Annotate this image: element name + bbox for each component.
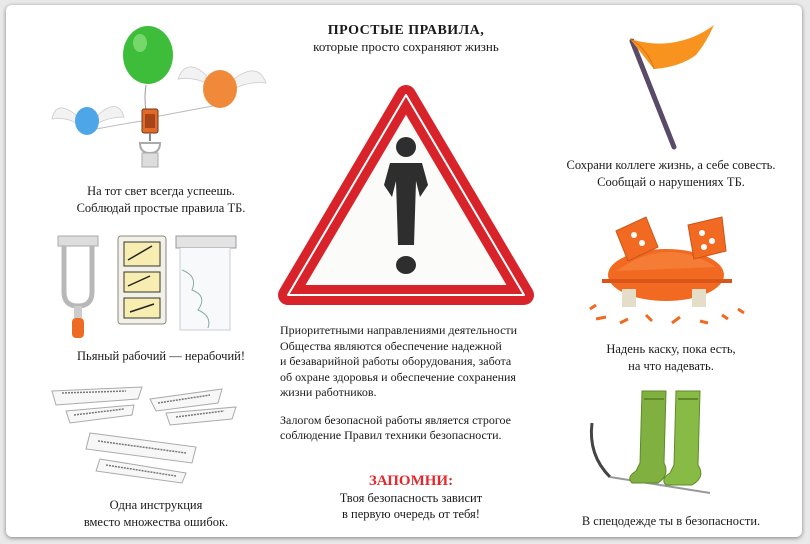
safety-poster — [6, 5, 802, 537]
balloons-caption — [46, 183, 276, 217]
boots-illustration — [580, 385, 750, 503]
remember-line2: в первую очередь от тебя! — [342, 507, 480, 521]
paragraph-1-line2: Общества являются обеспечение надежной — [280, 338, 502, 353]
remember-heading: ЗАПОМНИ: — [368, 473, 454, 489]
flag-caption-line1: Сохрани коллеге жизнь, а себе совесть. — [566, 158, 776, 172]
helmet-caption — [546, 341, 796, 375]
instruction-caption — [46, 497, 266, 531]
flag-caption — [546, 157, 796, 191]
paragraph-2-line2: соблюдение Правил техники безопасности. — [280, 428, 502, 442]
flag-illustration — [618, 19, 738, 154]
remember-block — [296, 473, 526, 522]
poster-title: ПРОСТЫЕ ПРАВИЛА, — [327, 23, 485, 38]
helmet-illustration — [576, 205, 756, 335]
flag-caption-line2: Сообщай о нарушениях ТБ. — [597, 175, 745, 189]
instruction-caption-line1: Одна инструкция — [109, 498, 203, 512]
instruction-strips-illustration — [46, 377, 266, 487]
paragraph-2-line1: Залогом безопасной работы является строгое — [280, 412, 511, 427]
drunk-caption — [46, 348, 276, 365]
drunk-caption-line1: Пьяный рабочий — нерабочий! — [76, 349, 246, 363]
balloons-caption-line1: На тот свет всегда успеешь. — [87, 184, 235, 198]
center-description — [280, 323, 542, 444]
poster-header — [246, 23, 566, 55]
boots-caption-line1: В спецодежде ты в безопасности. — [581, 514, 761, 528]
paragraph-1-line1: Приоритетными направлениями деятельности — [280, 323, 518, 337]
paragraph-1-line3: и безаварийной работы оборудования, забота — [280, 354, 512, 368]
remember-line1: Твоя безопасность зависит — [339, 491, 483, 505]
warning-sign-illustration — [278, 85, 534, 309]
helmet-caption-line2: на что надевать. — [628, 359, 714, 373]
paragraph-gap — [280, 401, 542, 413]
paragraph-1-line4: об охране здоровья и обеспечение сохранения — [280, 369, 516, 384]
instruction-caption-line2: вместо множества ошибок. — [83, 515, 229, 529]
alcohol-meter-illustration — [48, 230, 248, 345]
helmet-caption-line1: Надень каску, пока есть, — [606, 342, 736, 356]
balloons-caption-line2: Соблюдай простые правила ТБ. — [76, 201, 246, 215]
balloons-illustration — [46, 17, 276, 177]
boots-caption — [546, 513, 796, 530]
paragraph-1-line5: жизни работников. — [280, 385, 377, 399]
poster-subtitle: которые просто сохраняют жизнь — [313, 39, 499, 54]
